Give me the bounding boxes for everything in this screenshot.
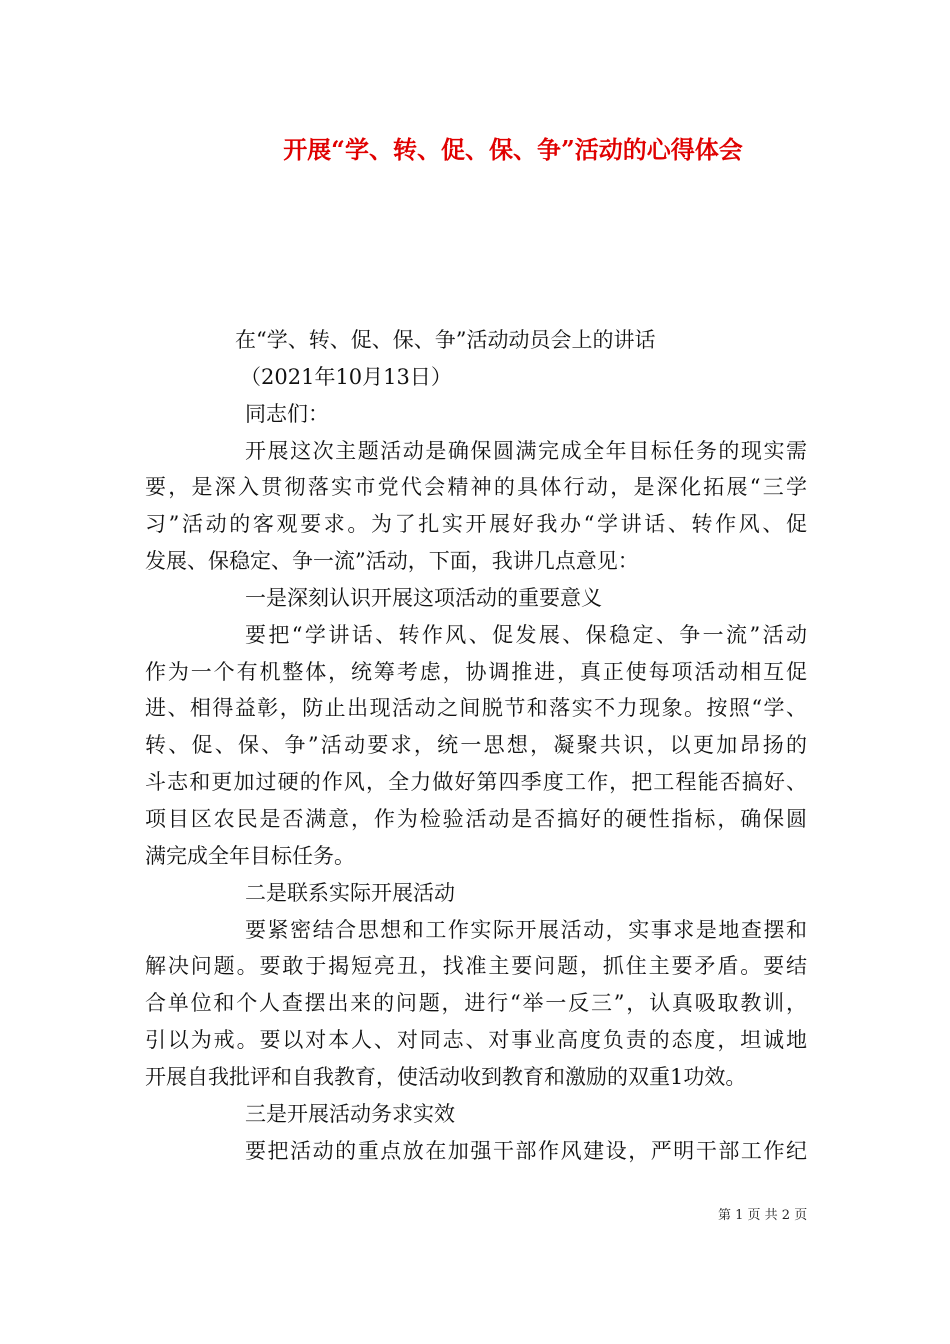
document-body: [145, 322, 807, 1169]
speech-date: （2021年10月13日）: [240, 364, 452, 389]
text-line: 发展、保稳定、争一流”活动，下面，我讲几点意见：: [145, 549, 639, 574]
text-line: 满完成全年目标任务。: [145, 843, 355, 868]
text-line: 转、促、保、争”活动要求，统一思想，凝聚共识，以更加昂扬的: [145, 733, 807, 758]
text-line: 要紧密结合思想和工作实际开展活动，实事求是地查摆和: [245, 917, 807, 942]
text-line: 要，是深入贯彻落实市党代会精神的具体行动，是深化拓展“三学: [145, 475, 807, 500]
speech-subtitle: 在“学、转、促、保、争”活动动员会上的讲话: [235, 328, 656, 352]
text-line: 进、相得益彰，防止出现活动之间脱节和落实不力现象。按照“学、: [145, 696, 807, 721]
document-title: 开展“学、转、促、保、争”活动的心得体会: [283, 135, 743, 164]
text-line: 要把“学讲话、转作风、促发展、保稳定、争一流”活动: [245, 622, 807, 647]
text-line: 习”活动的客观要求。为了扎实开展好我办“学讲话、转作风、促: [145, 512, 807, 537]
text-line: 引以为戒。要以对本人、对同志、对事业高度负责的态度，坦诚地: [145, 1028, 807, 1053]
text-line: 斗志和更加过硬的作风，全力做好第四季度工作，把工程能否搞好、: [145, 770, 807, 795]
text-line: 开展自我批评和自我教育，使活动收到教育和激励的双重1功效。: [145, 1064, 747, 1089]
salutation: 同志们：: [245, 401, 329, 426]
text-line: 二是联系实际开展活动: [245, 880, 455, 905]
page-footer: 第 1 页 共 2 页: [718, 1208, 808, 1223]
text-line: 解决问题。要敢于揭短亮丑，找准主要问题，抓住主要矛盾。要结: [145, 954, 807, 979]
text-line: 作为一个有机整体，统筹考虑，协调推进，真正使每项活动相互促: [145, 659, 807, 684]
text-line: 一是深刻认识开展这项活动的重要意义: [245, 585, 602, 610]
text-line: 要把活动的重点放在加强干部作风建设，严明干部工作纪: [245, 1138, 807, 1163]
body-lines: [145, 433, 807, 1170]
text-line: 项目区农民是否满意，作为检验活动是否搞好的硬性指标，确保圆: [145, 806, 807, 831]
text-line: 三是开展活动务求实效: [245, 1101, 455, 1126]
text-line: 合单位和个人查摆出来的问题，进行“举一反三”，认真吸取教训，: [145, 991, 807, 1016]
text-line: 开展这次主题活动是确保圆满完成全年目标任务的现实需: [245, 438, 807, 463]
